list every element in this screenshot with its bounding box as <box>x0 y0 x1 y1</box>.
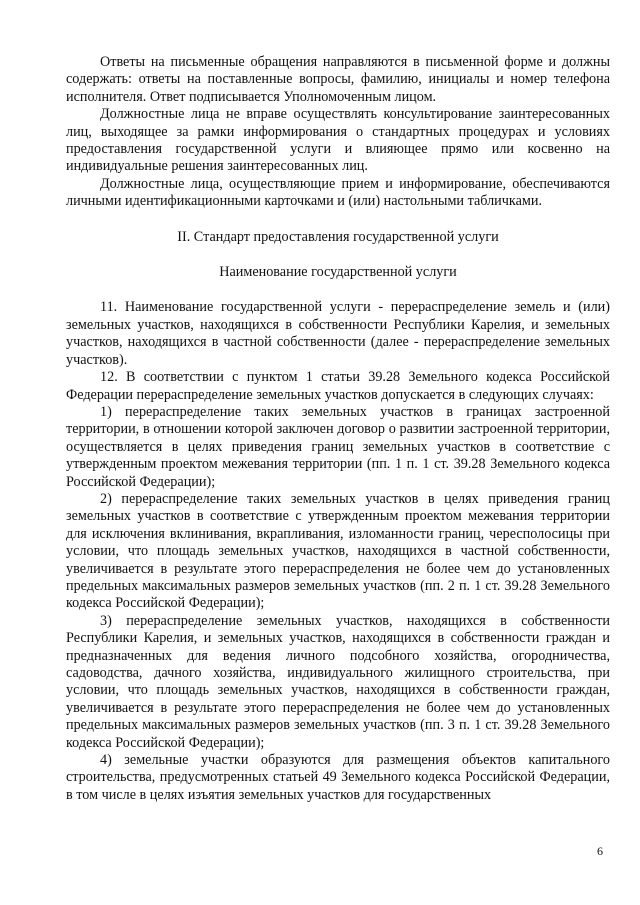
paragraph-consulting-restriction: Должностные лица не вправе осуществлять консультирование заинтересованных лиц, выходящее за рамки информирования о стандартных процедурах и условиях предоставления государственной услуги и влияющее прямо или косвенно на индивидуальные решения заинтересованных лиц. <box>66 106 610 175</box>
paragraph-item-11: 11. Наименование государственной услуги - перераспределение земель и (или) земельных участков, находящихся в собственности Республики Карелия, и земельных участков, находящихся в частной собственности (далее - перераспределение земельных участков). <box>66 299 610 368</box>
paragraph-id-cards: Должностные лица, осуществляющие прием и информирование, обеспечиваются личными идентификационными карточками и (или) настольными табличками. <box>66 175 610 210</box>
paragraph-case-3: 3) перераспределение земельных участков, находящихся в собственности Республики Карелия, и земельных участков, находящихся в собственности граждан и предназначенных для ведения личного подсобного хозяйства, огородничества, садоводства, дачного хозяйства, индивидуального жилищного строительства, при условии, что площадь земельных участков, находящихся в собственности граждан, увеличивается в результате этого перераспределения не более чем до установленных предельных максимальных размеров земельных участков (пп. 3 п. 1 ст. 39.28 Земельного кодекса Российской Федерации); <box>66 612 610 751</box>
subsection-heading: Наименование государственной услуги <box>219 264 457 281</box>
page-number: 6 <box>597 844 603 858</box>
paragraph-case-1: 1) перераспределение таких земельных участков в границах застроенной территории, в отношении которой заключен договор о развитии застроенной территории, осуществляется в целях приведения границ земельных участков в соответствие с утвержденным проектом межевания территории (пп. 1 п. 1 ст. 39.28 Земельного кодекса Российской Федерации); <box>66 403 610 490</box>
paragraph-written-replies: Ответы на письменные обращения направляются в письменной форме и должны содержать: ответы на поставленные вопросы, фамилию, инициалы и номер телефона исполнителя. Ответ подписывается Уполномоченным лицом. <box>66 54 610 105</box>
document-body <box>66 54 610 804</box>
paragraph-case-4: 4) земельные участки образуются для размещения объектов капитального строительства, предусмотренных статьей 49 Земельного кодекса Российской Федерации, в том числе в целях изъятия земельных участков для государственных <box>66 752 610 803</box>
paragraph-case-2: 2) перераспределение таких земельных участков в целях приведения границ земельных участков в соответствие с утвержденным проектом межевания территории для исключения вклинивания, вкрапливания, изломанности границ, чересполосицы при условии, что площадь земельных участков, находящихся в частной собственности, увеличивается в результате этого перераспределения не более чем до установленных предельных максимальных размеров земельных участков (пп. 2 п. 1 ст. 39.28 Земельного кодекса Российской Федерации); <box>66 490 610 612</box>
section-heading: II. Стандарт предоставления государственной услуги <box>177 228 499 245</box>
paragraph-item-12: 12. В соответствии с пунктом 1 статьи 39.28 Земельного кодекса Российской Федерации перераспределение земельных участков допускается в следующих случаях: <box>66 369 610 403</box>
